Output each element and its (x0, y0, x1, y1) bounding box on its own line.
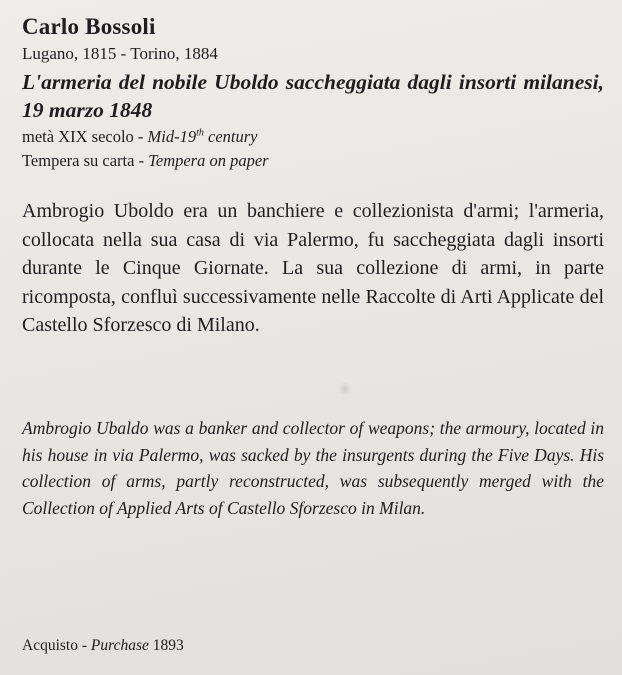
acquisition-separator: - (77, 637, 91, 654)
technique-italian: Tempera su carta (22, 151, 135, 170)
period-english-superscript: th (196, 127, 204, 139)
acquisition-line (22, 637, 184, 655)
acquisition-year: 1893 (152, 637, 184, 654)
acquisition-english: Purchase (90, 637, 149, 654)
description-italian: Ambrogio Uboldo era un banchiere e collezionista d'armi; l'armeria, collocata nella sua casa di via Palermo, fu saccheggiata dagli insorti durante le Cinque Giornate. La sua collezione di armi, in parte ricomposta, confluì successivamente nelle Raccolte di Arti Applicate del Castello Sforzesco di Milano. (22, 200, 604, 336)
period-english (148, 127, 258, 146)
period-english-prefix: Mid-19 (147, 127, 197, 146)
period-italian: metà XIX secolo (22, 127, 134, 146)
artwork-period (22, 127, 258, 147)
technique-english: Tempera on paper (148, 151, 269, 170)
period-english-suffix: century (203, 127, 258, 146)
acquisition-italian: Acquisto (22, 637, 78, 654)
artist-dates: Lugano, 1815 - Torino, 1884 (22, 44, 218, 63)
period-separator: - (133, 127, 148, 146)
wall-smudge (338, 382, 352, 396)
artwork-title: L'armeria del nobile Uboldo saccheggiata dagli insorti milanesi, 19 marzo 1848 (22, 70, 604, 122)
description-english: Ambrogio Ubaldo was a banker and collector of weapons; the armoury, located in his house in via Palermo, was sacked by the insurgents during the Five Days. His collection of arms, partly reconstructed, was subsequently merged with the Collection of Applied Arts of Castello Sforzesco in Milan. (22, 418, 604, 518)
artist-name: Carlo Bossoli (22, 14, 156, 39)
artwork-technique (22, 151, 269, 171)
technique-separator: - (134, 151, 149, 170)
